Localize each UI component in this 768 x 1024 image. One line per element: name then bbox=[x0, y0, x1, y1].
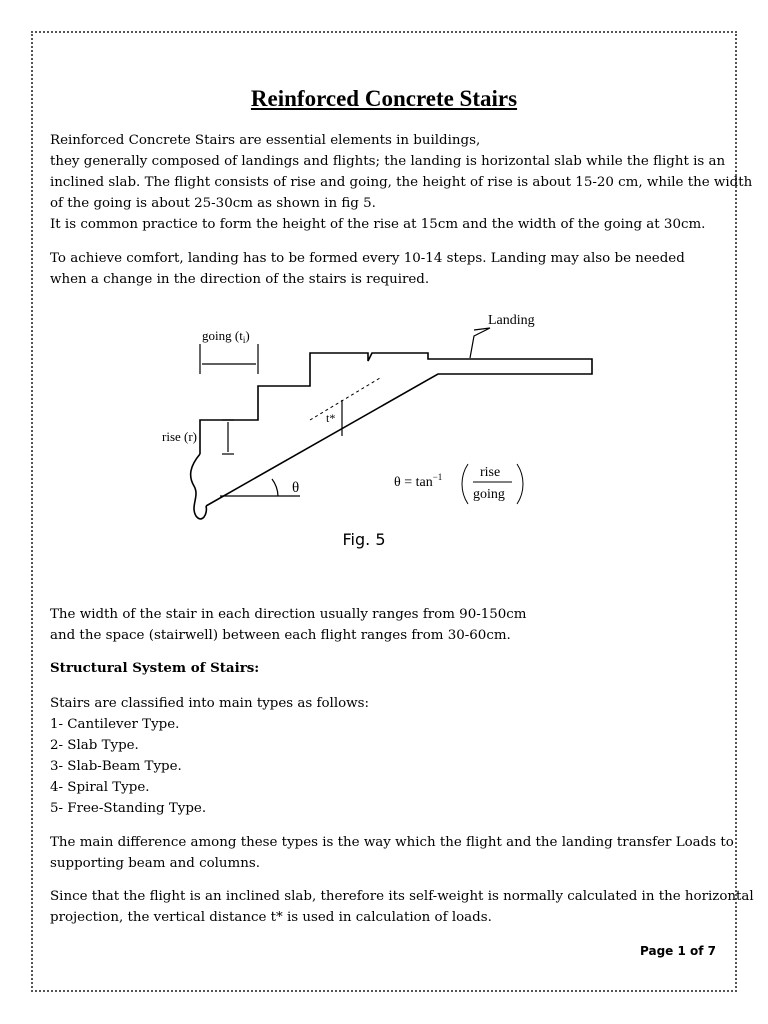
type-item: 1- Cantilever Type. bbox=[50, 717, 180, 732]
stairs-diagram bbox=[160, 296, 610, 566]
tstar-label: t* bbox=[326, 411, 336, 425]
intro-line: of the going is about 25-30cm as shown in fig 5. bbox=[50, 196, 376, 211]
comfort-line: when a change in the direction of the stairs is required. bbox=[50, 272, 430, 287]
selfweight-paragraph bbox=[50, 886, 754, 928]
difference-paragraph bbox=[50, 832, 734, 874]
theta-formula bbox=[394, 464, 523, 504]
stairs-figure bbox=[160, 296, 610, 566]
width-paragraph bbox=[50, 604, 720, 646]
intro-line: inclined slab. The flight consists of rise and going, the height of rise is about 15-20 cm, while the width bbox=[50, 175, 753, 190]
formula-lhs: $\theta = \tan^{-1}$ bbox=[394, 472, 443, 490]
page-title: Reinforced Concrete Stairs bbox=[250, 86, 518, 111]
landing-label: Landing bbox=[488, 313, 535, 328]
intro-line: they generally composed of landings and flights; the landing is horizontal slab while the flight is an bbox=[50, 154, 726, 169]
formula-numerator: rise bbox=[480, 465, 501, 480]
theta-arc bbox=[272, 479, 278, 496]
figure-caption: Fig. 5 bbox=[342, 530, 386, 549]
difference-line: The main difference among these types is the way which the flight and the landing transfer Loads to bbox=[50, 835, 734, 850]
theta-label: θ bbox=[292, 480, 300, 496]
landing-leader bbox=[470, 328, 490, 358]
going-label: going $(t_i)$ bbox=[202, 328, 250, 345]
comfort-paragraph bbox=[50, 248, 720, 290]
structural-heading: Structural System of Stairs: bbox=[50, 660, 260, 676]
comfort-line: To achieve comfort, landing has to be formed every 10-14 steps. Landing may also be needed bbox=[50, 251, 685, 266]
type-item: 5- Free-Standing Type. bbox=[50, 801, 207, 816]
intro-line: Reinforced Concrete Stairs are essential elements in buildings, bbox=[50, 133, 481, 148]
intro-line: It is common practice to form the height of the rise at 15cm and the width of the going at 30cm. bbox=[50, 217, 706, 232]
type-item: 4- Spiral Type. bbox=[50, 780, 150, 795]
width-line: and the space (stairwell) between each flight ranges from 30-60cm. bbox=[50, 628, 511, 643]
type-item: 3- Slab-Beam Type. bbox=[50, 759, 182, 774]
selfweight-line: projection, the vertical distance t* is used in calculation of loads. bbox=[50, 910, 492, 925]
difference-line: supporting beam and columns. bbox=[50, 856, 261, 871]
intro-paragraph bbox=[50, 130, 753, 235]
selfweight-line: Since that the flight is an inclined slab, therefore its self-weight is normally calculated in the horizontal bbox=[50, 889, 754, 904]
width-line: The width of the stair in each direction usually ranges from 90-150cm bbox=[50, 607, 527, 622]
page-number: Page 1 of 7 bbox=[640, 944, 716, 958]
formula-denominator: going bbox=[473, 487, 505, 502]
types-intro: Stairs are classified into main types as follows: bbox=[50, 696, 370, 711]
rise-label: rise (r) bbox=[162, 429, 198, 444]
type-item: 2- Slab Type. bbox=[50, 738, 139, 753]
break-line bbox=[191, 454, 207, 519]
types-list bbox=[50, 693, 720, 819]
